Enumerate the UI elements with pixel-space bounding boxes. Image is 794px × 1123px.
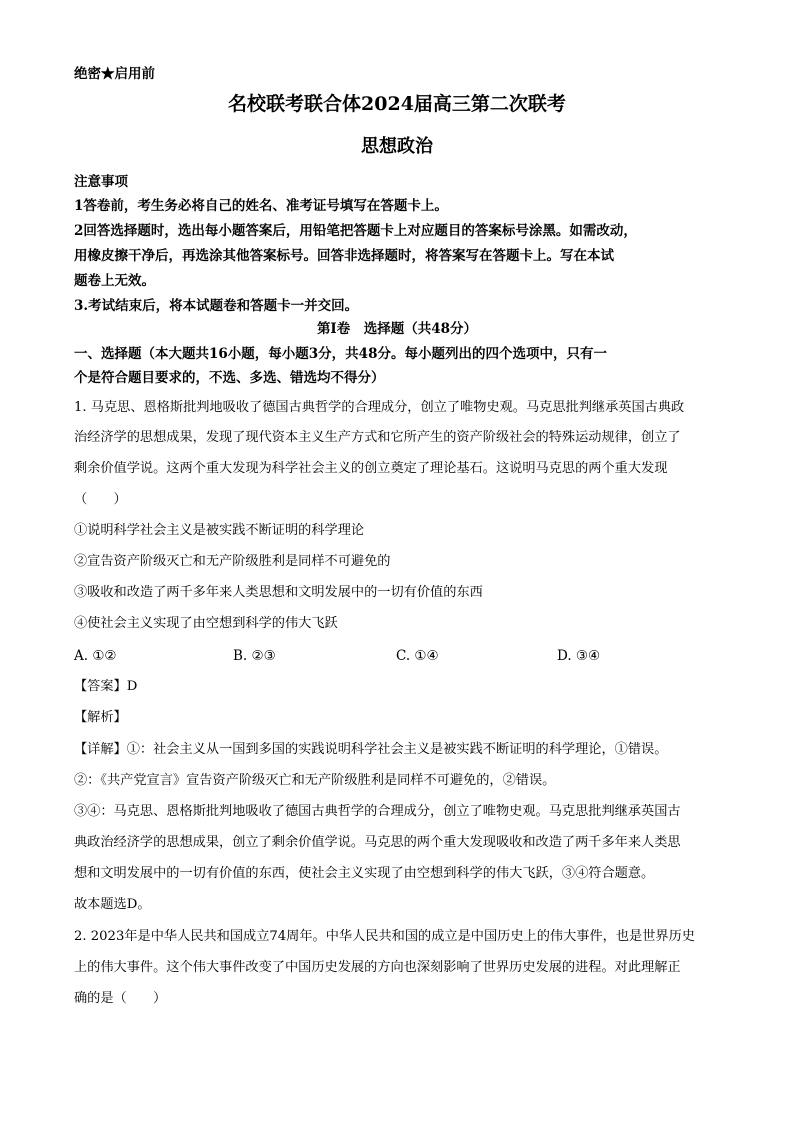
q2-stem-line: 上的伟大事件。这个伟大事件改变了中国历史发展的方向也深刻影响了世界历史发展的进程。对此理解正 <box>74 960 681 975</box>
section-title: 第Ⅰ卷 选择题（共48分） <box>316 321 478 337</box>
q1-explanation-line: ③④：马克思、恩格斯批判地吸收了德国古典哲学的合理成分，创立了唯物史观。马克思批判继承英国古 <box>74 804 681 819</box>
notes-line: 3.考试结束后，将本试题卷和答题卡一并交回。 <box>74 298 359 314</box>
q1-option-c: C. ①④ <box>396 648 439 664</box>
q1-stem-line: 剩余价值学说。这两个重大发现为科学社会主义的创立奠定了理论基石。这说明马克思的两个重大发现 <box>74 461 668 476</box>
section-intro-line: 一、选择题（本大题共16小题，每小题3分，共48分。每小题列出的四个选项中，只有一 <box>74 346 607 362</box>
subject-title: 思想政治 <box>361 136 433 157</box>
q1-explanation-line: 典政治经济学的思想成果，创立了剩余价值学说。马克思的两个重大发现吸收和改造了两千多年来人类思 <box>74 835 681 850</box>
q2-stem-line: 确的是（ ） <box>74 991 167 1006</box>
q1-stem-line: 1. 马克思、恩格斯批判地吸收了德国古典哲学的合理成分，创立了唯物史观。马克思批判继承英国古典政 <box>74 400 685 415</box>
notes-line: 题卷上无效。 <box>74 273 155 289</box>
q1-explanation-line: ②：《共产党宣言》宣告资产阶级灭亡和无产阶级胜利是同样不可避免的，②错误。 <box>74 773 556 788</box>
notes-heading: 注意事项 <box>74 174 128 190</box>
exam-title: 名校联考联合体2024届高三第二次联考 <box>228 93 566 115</box>
q1-analysis-label: 【解析】 <box>74 710 127 725</box>
q1-statement: ④使社会主义实现了由空想到科学的伟大飞跃 <box>74 616 338 631</box>
q1-conclusion: 故本题选D。 <box>74 897 151 912</box>
q1-statement: ①说明科学社会主义是被实践不断证明的科学理论 <box>74 523 365 538</box>
q1-explanation-line: 想和文明发展中的一切有价值的东西，使社会主义实现了由空想到科学的伟大飞跃，③④符合题意。 <box>74 866 655 881</box>
q2-stem-line: 2. 2023年是中华人民共和国成立74周年。中华人民共和国的成立是中国历史上的伟大事件，也是世界历史 <box>74 929 695 944</box>
q1-option-b: B. ②③ <box>233 648 276 664</box>
notes-line: 1答卷前，考生务必将自己的姓名、准考证号填写在答题卡上。 <box>74 198 448 214</box>
confidential-label: 绝密★启用前 <box>74 66 155 82</box>
q1-option-d: D. ③④ <box>557 648 601 664</box>
q1-stem-line: 治经济学的思想成果，发现了现代资本主义生产方式和它所产生的资产阶级社会的特殊运动规律，创立了 <box>74 430 681 445</box>
notes-line: 2回答选择题时，选出每小题答案后，用铅笔把答题卡上对应题目的答案标号涂黑。如需改动， <box>74 223 637 239</box>
q1-statement: ②宣告资产阶级灭亡和无产阶级胜利是同样不可避免的 <box>74 554 391 569</box>
q1-explanation-line: 【详解】①：社会主义从一国到多国的实践说明科学社会主义是被实践不断证明的科学理论，①错误。 <box>74 742 668 757</box>
q1-stem-line: （ ） <box>74 492 127 507</box>
notes-line: 用橡皮擦干净后，再选涂其他答案标号。回答非选择题时，将答案写在答题卡上。写在本试 <box>74 248 614 264</box>
q1-answer: 【答案】D <box>74 679 138 694</box>
section-intro-line: 个是符合题目要求的，不选、多选、错选均不得分） <box>74 370 385 386</box>
q1-option-a: A. ①② <box>74 648 117 664</box>
q1-statement: ③吸收和改造了两千多年来人类思想和文明发展中的一切有价值的东西 <box>74 585 483 600</box>
